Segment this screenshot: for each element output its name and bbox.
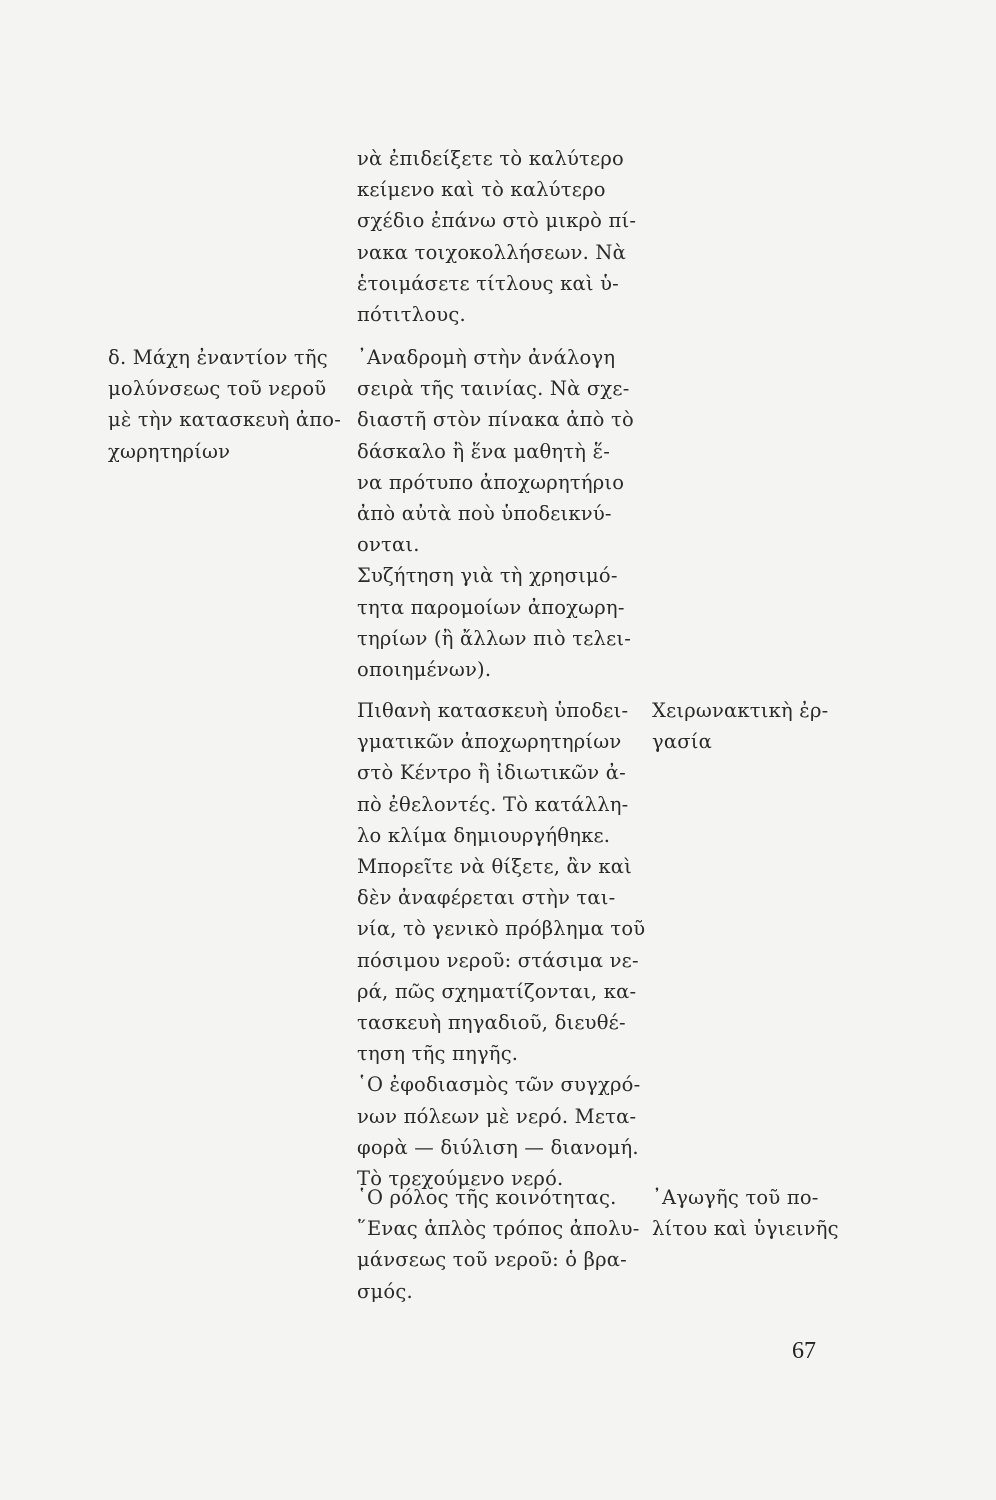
section-delta-heading xyxy=(108,342,342,467)
text-line: ονται. xyxy=(357,533,420,557)
section-community-subject xyxy=(652,1182,842,1244)
heading-line: μολύνσεως τοῦ νεροῦ xyxy=(108,377,327,401)
text-line: ἀπὸ αὐτὰ ποὺ ὑποδεικνύ- xyxy=(357,502,612,526)
text-line: τασκευὴ πηγαδιοῦ, διευθέ- xyxy=(357,1011,626,1035)
text-line: δάσκαλο ἢ ἕνα μαθητὴ ἕ- xyxy=(357,439,611,463)
text-line: Πιθανὴ κατασκευὴ ὑποδει- xyxy=(357,699,629,722)
text-line: δὲν ἀναφέρεται στὴν ται- xyxy=(357,886,616,910)
text-line: Μπορεῖτε νὰ θίξετε, ἂν καὶ xyxy=(357,855,632,879)
subject-line: Χειρωνακτικὴ ἐρ- xyxy=(652,699,829,722)
text-line: κείμενο καὶ τὸ καλύτερο xyxy=(357,178,606,202)
text-line: ῾Ο ρόλος τῆς κοινότητας. xyxy=(357,1186,617,1209)
text-line: σμός. xyxy=(357,1279,413,1303)
text-line: τηση τῆς πηγῆς. xyxy=(357,1042,519,1066)
page-number: 67 xyxy=(792,1338,816,1364)
text-line: πὸ ἐθελοντές. Τὸ κατάλλη- xyxy=(357,792,629,816)
text-line: διαστῆ στὸν πίνακα ἀπὸ τὸ xyxy=(357,408,634,432)
text-line: ἑτοιμάσετε τίτλους καὶ ὑ- xyxy=(357,271,619,295)
text-line: πόσιμου νεροῦ: στάσιμα νε- xyxy=(357,948,639,972)
bleed-through xyxy=(300,146,306,177)
text-line: τηρίων (ἢ ἄλλων πιὸ τελει- xyxy=(357,626,632,650)
text-line: να πρότυπο ἀποχωρητήριο xyxy=(357,470,625,494)
text-line: σχέδιο ἐπάνω στὸ μικρὸ πί- xyxy=(357,209,637,233)
heading-line: χωρητηρίων xyxy=(108,439,231,463)
text-line: τητα παρομοίων ἀποχωρη- xyxy=(357,595,625,619)
text-line: οποιημένων). xyxy=(357,658,492,682)
heading-line: δ. Μάχη ἐναντίον τῆς xyxy=(108,346,328,369)
section-construction-subject xyxy=(652,695,842,757)
text-line: ῞Ενας ἁπλὸς τρόπος ἀπολυ- xyxy=(357,1217,640,1241)
subject-line: γασία xyxy=(652,730,712,754)
text-line: νων πόλεων μὲ νερό. Μετα- xyxy=(357,1104,637,1128)
text-line: στὸ Κέντρο ἢ ἰδιωτικῶν ἀ- xyxy=(357,761,626,785)
subject-line: λίτου καὶ ὑγιεινῆς xyxy=(652,1217,839,1241)
text-line: λο κλίμα δημιουργήθηκε. xyxy=(357,823,611,847)
text-line: φορὰ — διύλιση — διανομή. xyxy=(357,1135,639,1159)
text-line: σειρὰ τῆς ταινίας. Νὰ σχε- xyxy=(357,377,630,401)
text-line: ρά, πῶς σχηματίζονται, κα- xyxy=(357,979,637,1003)
heading-line: μὲ τὴν κατασκευὴ ἀπο- xyxy=(108,408,342,432)
text-line: μάνσεως τοῦ νεροῦ: ὁ βρα- xyxy=(357,1248,627,1272)
section-delta-middle xyxy=(357,342,642,685)
text-line: ᾿Αναδρομὴ στὴν ἀνάλογη xyxy=(357,346,616,369)
section-community-middle xyxy=(357,1182,642,1307)
text-line: πότιτλους. xyxy=(357,303,466,327)
section-construction-middle xyxy=(357,695,646,1194)
subject-line: ᾿Αγωγῆς τοῦ πο- xyxy=(652,1186,819,1209)
text-line: ῾Ο ἐφοδιασμὸς τῶν συγχρό- xyxy=(357,1073,641,1097)
text-line: Συζήτηση γιὰ τὴ χρησιμό- xyxy=(357,564,618,588)
text-line: νία, τὸ γενικὸ πρόβλημα τοῦ xyxy=(357,917,646,941)
intro-continuation-middle xyxy=(357,143,642,330)
text-line: γματικῶν ἀποχωρητηρίων xyxy=(357,730,622,754)
text-line: Τὸ τρεχούμενο νερό. xyxy=(357,1167,564,1191)
text-line: νὰ ἐπιδείξετε τὸ καλύτερο xyxy=(357,147,624,170)
text-line: νακα τοιχοκολλήσεων. Νὰ xyxy=(357,240,627,264)
